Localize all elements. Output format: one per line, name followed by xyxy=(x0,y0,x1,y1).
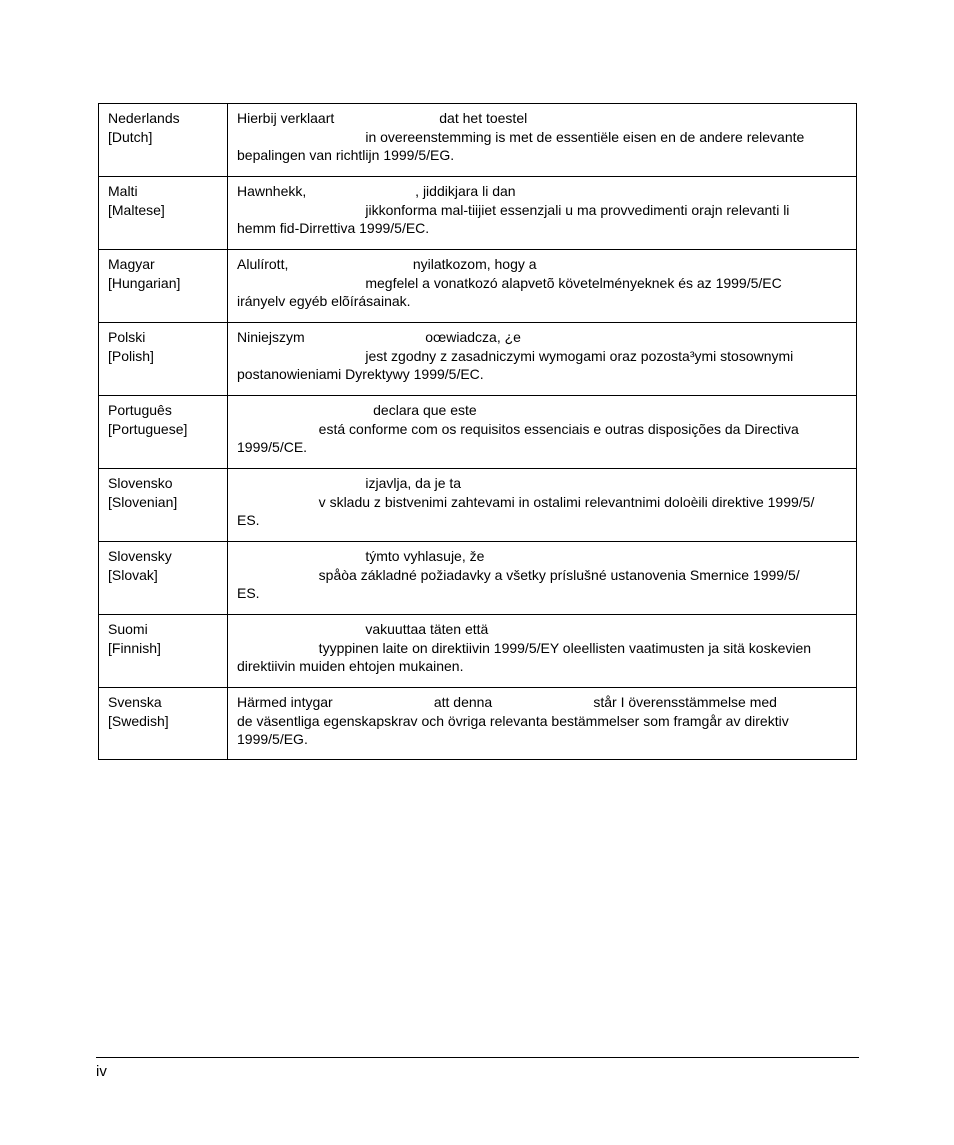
declaration-text-line: está conforme com os requisitos essenciais e outras disposições da Directiva xyxy=(237,420,799,437)
declaration-text-line: tyyppinen laite on direktiivin 1999/5/EY oleellisten vaatimusten ja sitä koskevien xyxy=(237,639,812,656)
table-row xyxy=(99,542,857,615)
language-name: Malti xyxy=(108,183,138,199)
declaration-table xyxy=(98,103,857,760)
language-english-name: [Hungarian] xyxy=(108,274,181,291)
declaration-text-line: v skladu z bistvenimi zahtevami in ostalimi relevantnimi doloèili direktive 1999/5/ xyxy=(237,493,815,510)
declaration-text-line: izjavlja, da je ta xyxy=(237,475,462,491)
declaration-text-line: Härmed intygar att denna står I överensstämmelse med xyxy=(237,694,777,710)
language-english-name: [Slovenian] xyxy=(108,493,178,510)
table-row xyxy=(99,104,857,177)
declaration-text-line: Hawnhekk, , jiddikjara li dan xyxy=(237,183,516,199)
declaration-text-line: bepalingen van richtlijn 1999/5/EG. xyxy=(237,147,455,163)
language-name: Polski xyxy=(108,329,146,345)
language-cell xyxy=(99,177,228,250)
language-english-name: [Dutch] xyxy=(108,128,153,145)
declaration-text-line: ES. xyxy=(237,585,260,601)
declaration-text-line: 1999/5/EG. xyxy=(237,731,308,747)
language-english-name: [Swedish] xyxy=(108,712,169,729)
declaration-text-line: hemm fid-Dirrettiva 1999/5/EC. xyxy=(237,220,430,236)
table-row xyxy=(99,396,857,469)
language-name: Suomi xyxy=(108,621,148,637)
language-cell xyxy=(99,104,228,177)
language-english-name: [Maltese] xyxy=(108,201,165,218)
declaration-text-cell xyxy=(228,688,857,760)
language-english-name: [Finnish] xyxy=(108,639,161,656)
language-cell xyxy=(99,688,228,760)
language-cell xyxy=(99,323,228,396)
language-name: Português xyxy=(108,402,172,418)
language-name: Svenska xyxy=(108,694,162,710)
declaration-text-line: vakuuttaa täten että xyxy=(237,621,489,637)
language-english-name: [Polish] xyxy=(108,347,154,364)
declaration-text-line: in overeenstemming is met de essentiële eisen en de andere relevante xyxy=(237,128,805,145)
declaration-text-line: de väsentliga egenskapskrav och övriga relevanta bestämmelser som framgår av direktiv xyxy=(237,712,789,729)
declaration-text-line: spåòa základné požiadavky a všetky príslušné ustanovenia Smernice 1999/5/ xyxy=(237,566,800,583)
declaration-text-line: megfelel a vonatkozó alapvetõ követelményeknek és az 1999/5/EC xyxy=(237,274,782,291)
declaration-text-cell xyxy=(228,542,857,615)
table-row xyxy=(99,177,857,250)
declaration-text-line: Niniejszym oœwiadcza, ¿e xyxy=(237,329,521,345)
declaration-text-line: 1999/5/CE. xyxy=(237,439,308,455)
language-name: Nederlands xyxy=(108,110,180,126)
language-english-name: [Slovak] xyxy=(108,566,158,583)
declaration-text-cell xyxy=(228,323,857,396)
table-row xyxy=(99,469,857,542)
declaration-text-line: týmto vyhlasuje, že xyxy=(237,548,485,564)
declaration-text-line: ES. xyxy=(237,512,260,528)
declaration-text-line: jest zgodny z zasadniczymi wymogami oraz pozosta³ymi stosownymi xyxy=(237,347,794,364)
declaration-text-line: Alulírott, nyilatkozom, hogy a xyxy=(237,256,537,272)
language-cell xyxy=(99,250,228,323)
language-name: Slovensko xyxy=(108,475,173,491)
declaration-text-cell xyxy=(228,469,857,542)
language-cell xyxy=(99,469,228,542)
declaration-text-cell xyxy=(228,615,857,688)
declaration-text-cell xyxy=(228,177,857,250)
table-row xyxy=(99,323,857,396)
table-row xyxy=(99,250,857,323)
declaration-text-line: direktiivin muiden ehtojen mukainen. xyxy=(237,658,464,674)
language-name: Magyar xyxy=(108,256,155,272)
declaration-text-line: declara que este xyxy=(237,402,477,418)
declaration-text-line: postanowieniami Dyrektywy 1999/5/EC. xyxy=(237,366,484,382)
declaration-text-cell xyxy=(228,250,857,323)
declaration-text-cell xyxy=(228,104,857,177)
declaration-text-line: jikkonforma mal-tiijiet essenzjali u ma provvedimenti orajn relevanti li xyxy=(237,201,790,218)
language-name: Slovensky xyxy=(108,548,172,564)
language-english-name: [Portuguese] xyxy=(108,420,188,437)
declaration-text-cell xyxy=(228,396,857,469)
declaration-text-line: irányelv egyéb elõírásainak. xyxy=(237,293,411,309)
language-cell xyxy=(99,615,228,688)
footer-rule xyxy=(96,1057,859,1058)
page-number: iv xyxy=(96,1063,107,1080)
declaration-text-line: Hierbij verklaart dat het toestel xyxy=(237,110,528,126)
language-cell xyxy=(99,542,228,615)
language-cell xyxy=(99,396,228,469)
table-row xyxy=(99,688,857,760)
table-row xyxy=(99,615,857,688)
